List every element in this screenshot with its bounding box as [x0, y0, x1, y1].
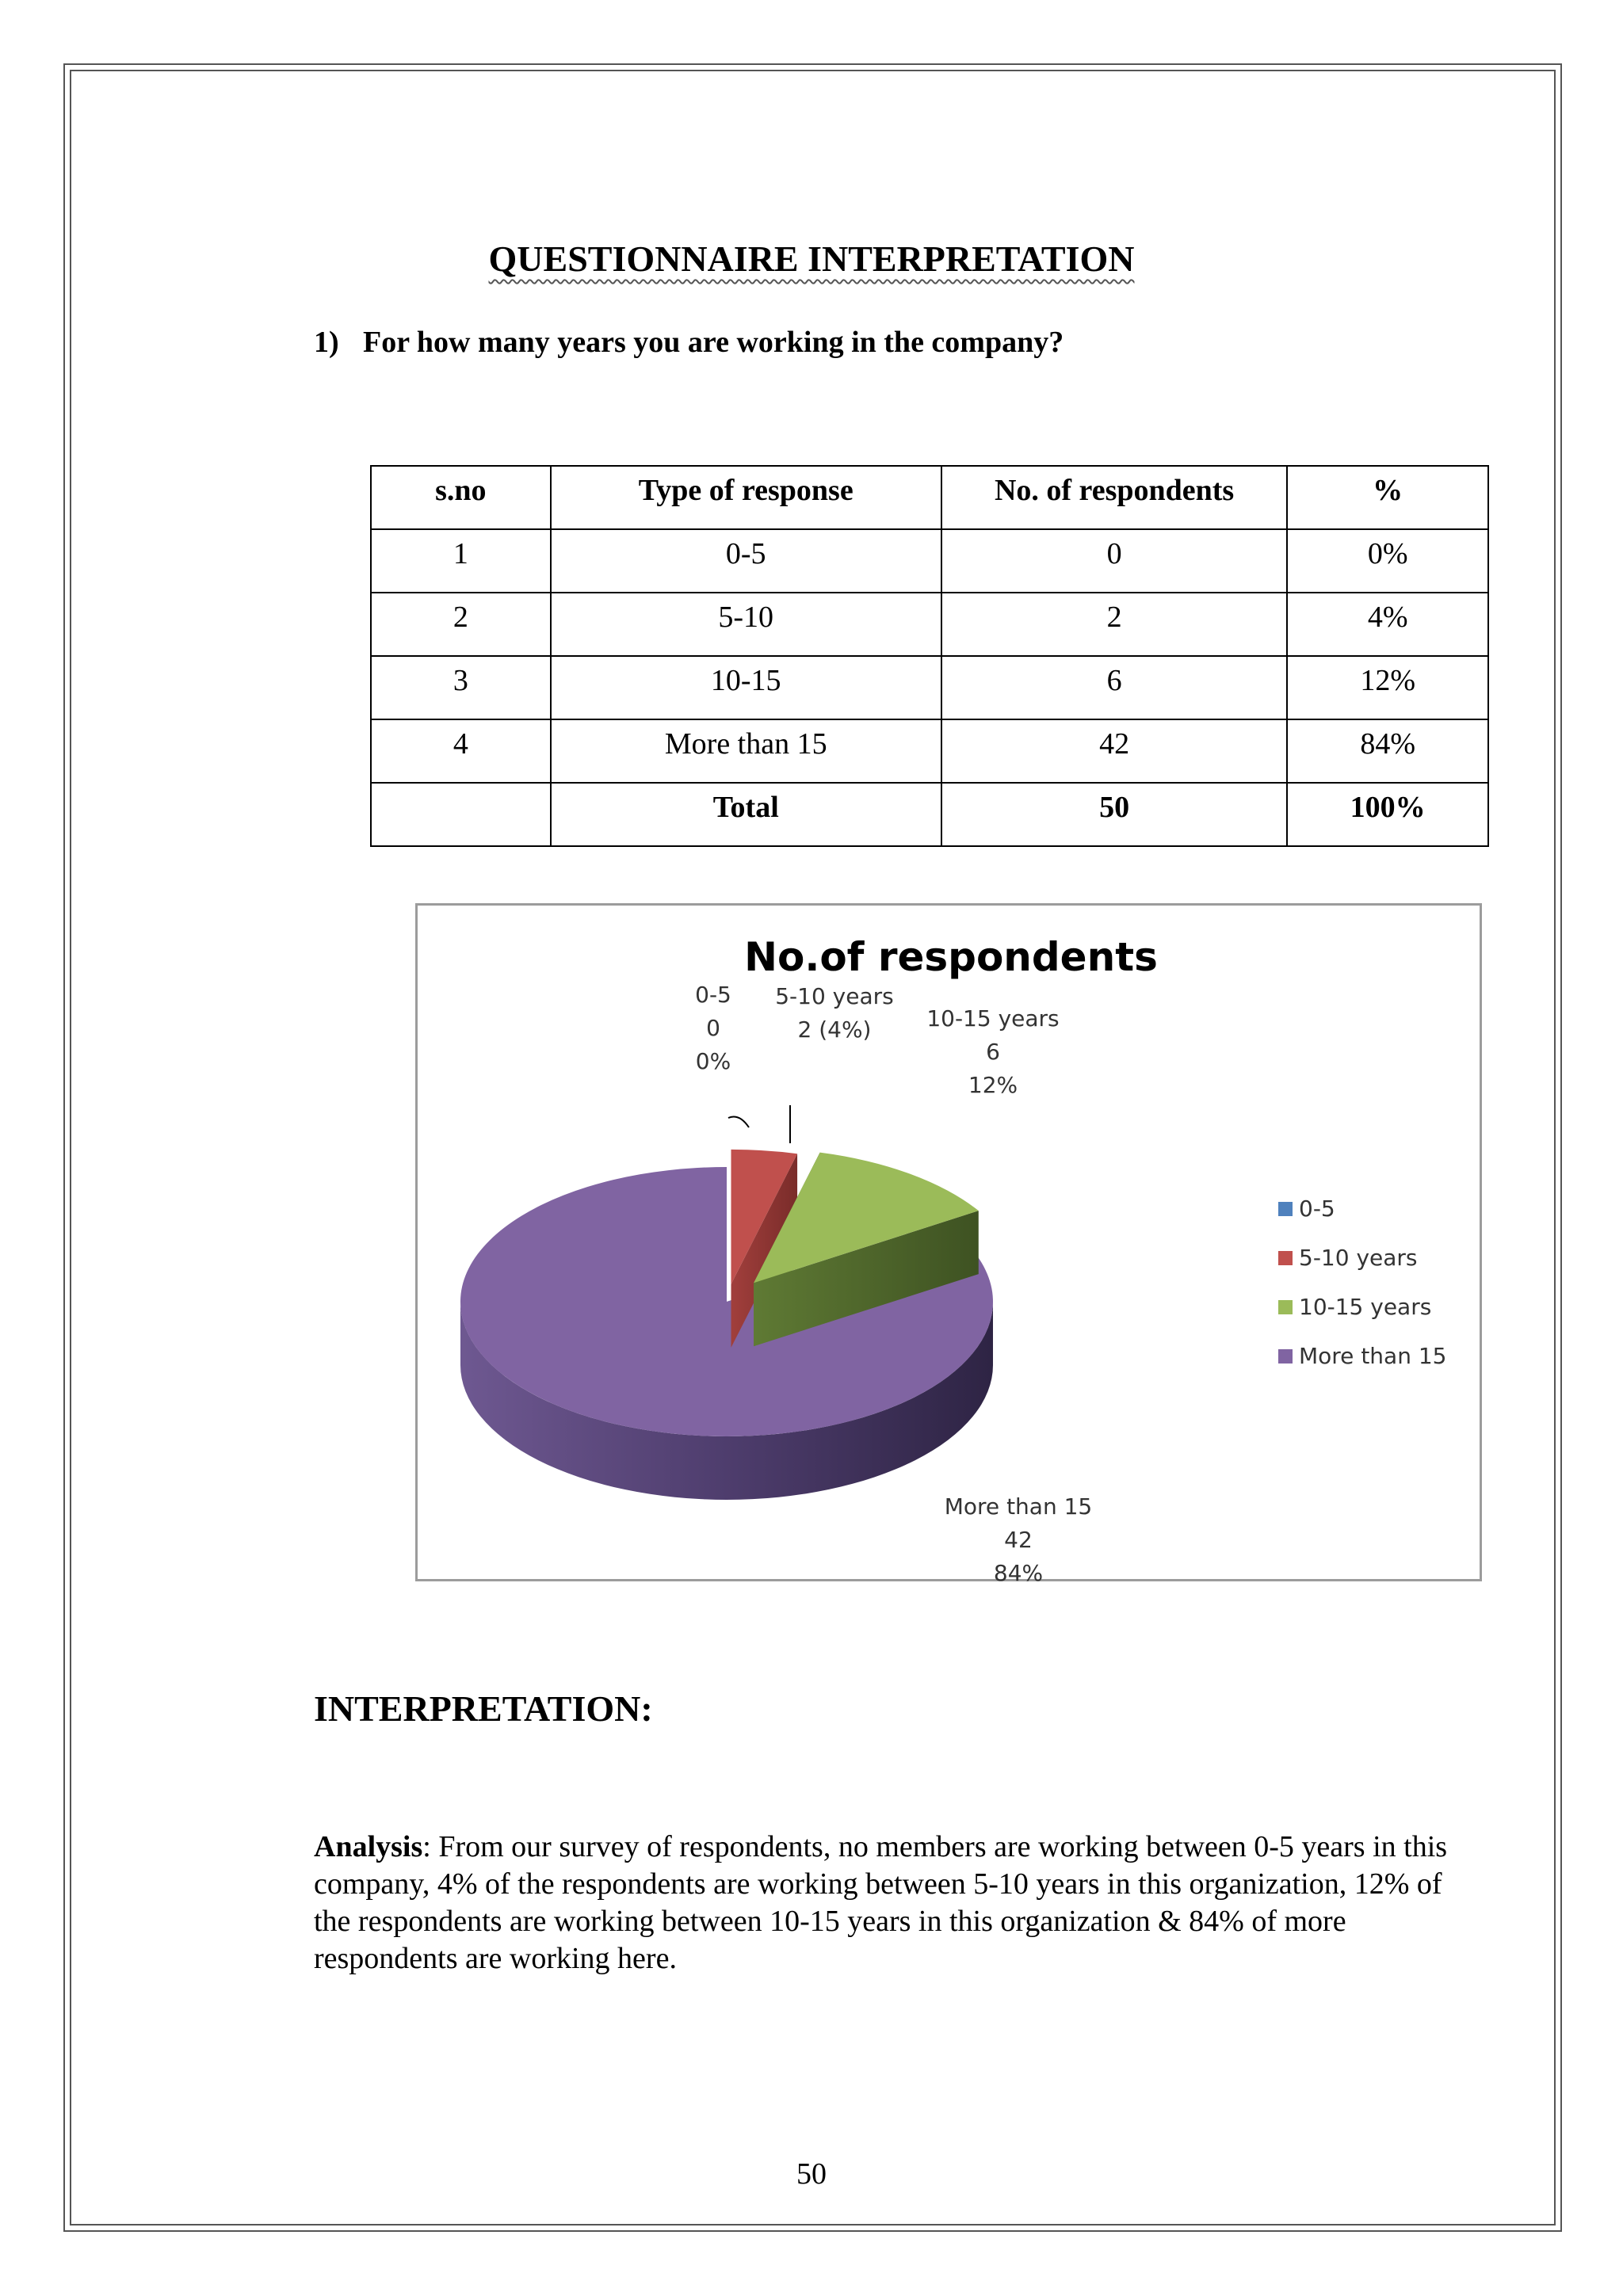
- analysis-text: : From our survey of respondents, no members are working between 0-5 years in this company, 4% of the respondents are working between 5-10 years in this organization, 12% of the respondents are working between 10-15 years in this organization & 84% of more respondents are working here.: [314, 1830, 1448, 1975]
- data-label-text: 0-5: [695, 982, 731, 1008]
- data-label-2: [926, 1005, 1059, 1098]
- table-cell: 0-5: [551, 529, 941, 593]
- table-cell: 2: [371, 593, 551, 656]
- table-header-cell: No. of respondents: [941, 466, 1287, 529]
- data-label-text: 42: [1004, 1527, 1033, 1553]
- legend-item: [1278, 1196, 1335, 1222]
- pie-chart-svg: [418, 906, 1484, 1584]
- data-label-text: 12%: [968, 1072, 1018, 1098]
- legend-item: [1278, 1245, 1418, 1271]
- table-cell: 2: [941, 593, 1287, 656]
- table-cell: 0%: [1287, 529, 1488, 593]
- responses-table: [370, 465, 1489, 847]
- table-cell: 12%: [1287, 656, 1488, 719]
- table-cell: 4: [371, 719, 551, 783]
- page-heading-text: QUESTIONNAIRE INTERPRETATION: [488, 238, 1135, 279]
- table-cell: 0: [941, 529, 1287, 593]
- table-header-cell: %: [1287, 466, 1488, 529]
- table-header-row: [371, 466, 1488, 529]
- question: [314, 325, 1064, 360]
- data-label-1: [775, 983, 894, 1043]
- table-cell: 5-10: [551, 593, 941, 656]
- table-row: [371, 593, 1488, 656]
- table-header-cell: Type of response: [551, 466, 941, 529]
- legend-swatch: [1278, 1202, 1293, 1216]
- leader-line: [728, 1117, 749, 1128]
- table-total-cell: Total: [551, 783, 941, 846]
- table-total-cell: 50: [941, 783, 1287, 846]
- legend-label: More than 15: [1299, 1343, 1447, 1369]
- legend-swatch: [1278, 1349, 1293, 1363]
- data-label-text: 10-15 years: [926, 1005, 1060, 1032]
- table-row: [371, 719, 1488, 783]
- table-cell: 10-15: [551, 656, 941, 719]
- data-label-text: 6: [986, 1039, 1000, 1065]
- legend-label: 5-10 years: [1299, 1245, 1418, 1271]
- legend-item: [1278, 1343, 1446, 1369]
- table-cell: 4%: [1287, 593, 1488, 656]
- legend-label: 0-5: [1299, 1196, 1335, 1222]
- table-header-cell: s.no: [371, 466, 551, 529]
- table-cell: More than 15: [551, 719, 941, 783]
- table-row: [371, 656, 1488, 719]
- data-label-text: More than 15: [944, 1493, 1093, 1520]
- data-label-text: 0: [706, 1015, 720, 1041]
- table-total-row: [371, 783, 1488, 846]
- data-label-text: 5-10 years: [775, 983, 894, 1009]
- legend-swatch: [1278, 1300, 1293, 1314]
- interpretation-title: INTERPRETATION:: [314, 1688, 653, 1729]
- legend-swatch: [1278, 1251, 1293, 1265]
- page-number: 50: [796, 2157, 827, 2191]
- table-cell: 6: [941, 656, 1287, 719]
- data-label-3: [945, 1493, 1092, 1584]
- table-cell: 1: [371, 529, 551, 593]
- table-cell: 42: [941, 719, 1287, 783]
- analysis-label: Analysis: [314, 1830, 423, 1863]
- data-label-text: 2 (4%): [797, 1016, 872, 1043]
- pie-chart: [415, 903, 1482, 1584]
- analysis-paragraph: [314, 1829, 1479, 1978]
- table-row: [371, 529, 1488, 593]
- table-cell: 84%: [1287, 719, 1488, 783]
- data-label-0: [695, 982, 731, 1074]
- table-total-cell: 100%: [1287, 783, 1488, 846]
- question-number: 1): [314, 326, 339, 359]
- chart-title: No.of respondents: [744, 934, 1158, 980]
- question-text: For how many years you are working in the company?: [363, 326, 1064, 359]
- table-cell: 3: [371, 656, 551, 719]
- table-total-cell: [371, 783, 551, 846]
- legend-item: [1278, 1294, 1431, 1320]
- legend-label: 10-15 years: [1299, 1294, 1432, 1320]
- data-label-text: 84%: [993, 1560, 1044, 1584]
- data-label-text: 0%: [695, 1048, 731, 1074]
- page-heading: [0, 238, 1623, 280]
